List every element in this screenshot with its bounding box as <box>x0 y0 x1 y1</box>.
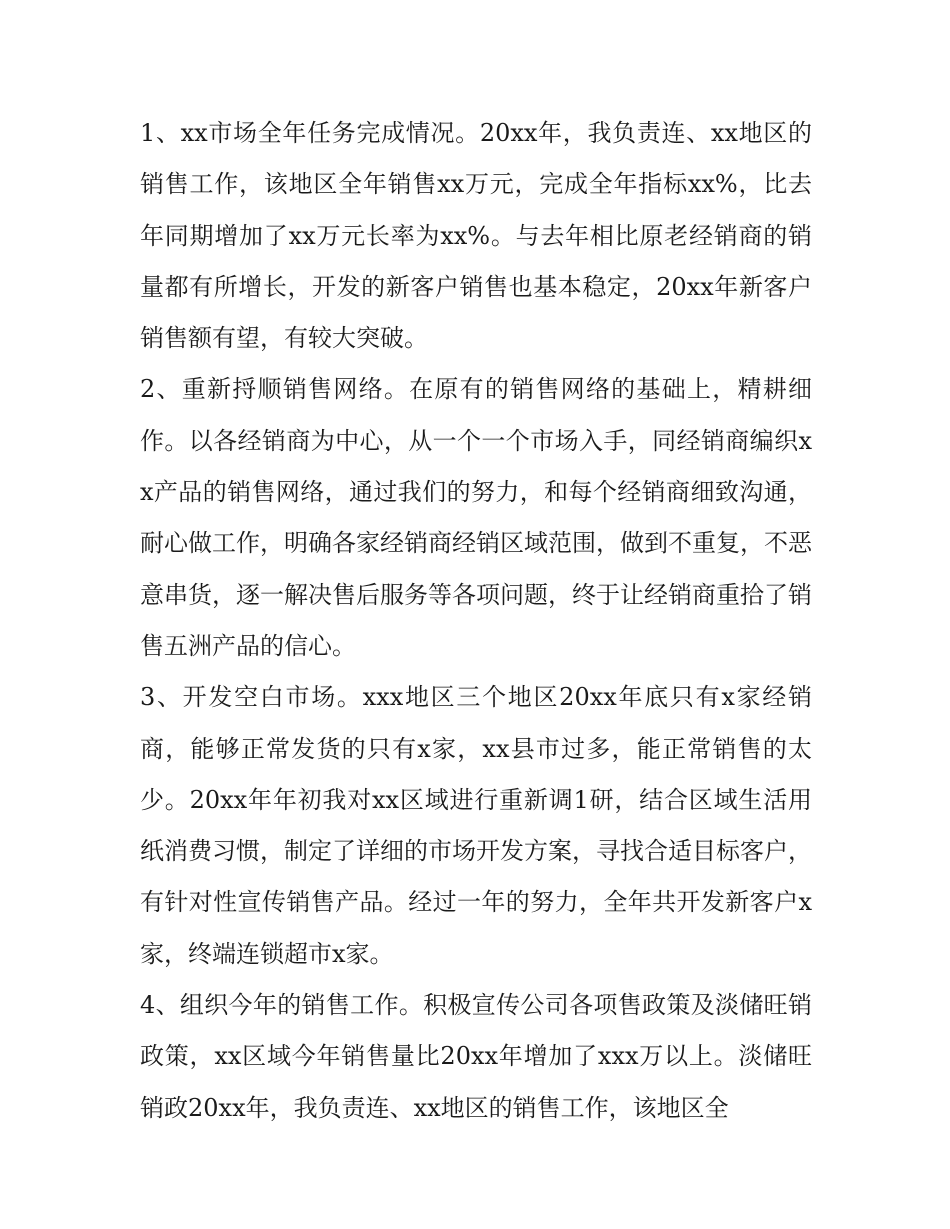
paragraph-1: 1、xx市场全年任务完成情况。20xx年，我负责连、xx地区的销售工作，该地区全年销售xx万元，完成全年指标xx%，比去年同期增加了xx万元长率为xx%。与去年相比原老经销商的销量都有所增长，开发的新客户销售也基本稳定，20xx年新客户销售额有望，有较大突破。 <box>140 119 812 353</box>
paragraph-4: 4、组织今年的销售工作。积极宣传公司各项售政策及淡储旺销政策，xx区域今年销售量比20xx年增加了xxx万以上。淡储旺销政20xx年，我负责连、xx地区的销售工作，该地区全 <box>140 991 812 1122</box>
document-body <box>140 108 812 1134</box>
paragraph-3: 3、开发空白市场。xxx地区三个地区20xx年底只有x家经销商，能够正常发货的只有x家，xx县市过多，能正常销售的太少。20xx年年初我对xx区域进行重新调1研，结合区域生活用纸消费习惯，制定了详细的市场开发方案，寻找合适目标客户，有针对性宣传销售产品。经过一年的努力，全年共开发新客户x家，终端连锁超市x家。 <box>140 683 812 968</box>
paragraph-2: 2、重新捋顺销售网络。在原有的销售网络的基础上，精耕细作。以各经销商为中心，从一个一个市场入手，同经销商编织xx产品的销售网络，通过我们的努力，和每个经销商细致沟通，耐心做工作，明确各家经销商经销区域范围，做到不重复，不恶意串货，逐一解决售后服务等各项问题，终于让经销商重拾了销售五洲产品的信心。 <box>140 375 812 660</box>
